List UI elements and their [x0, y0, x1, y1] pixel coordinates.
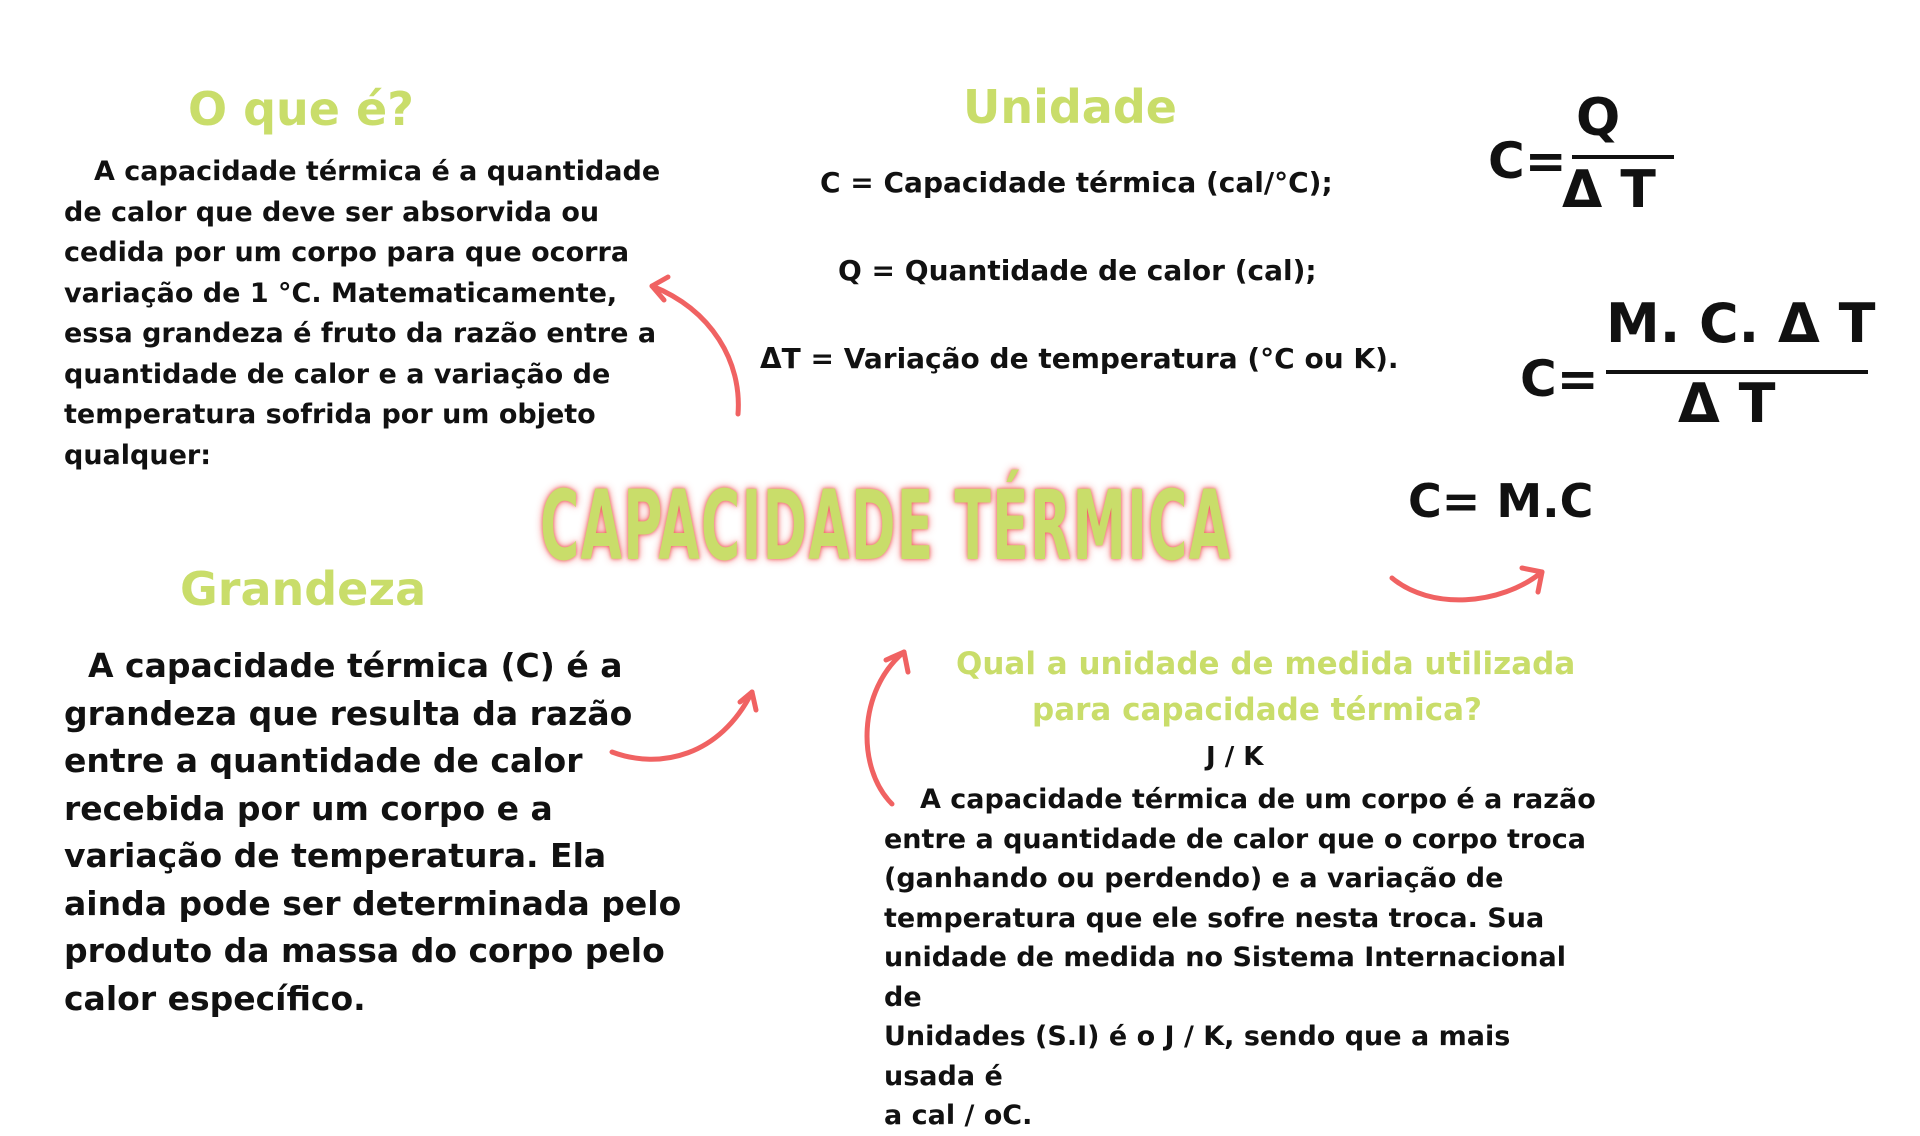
- o-que-e-heading: O que é?: [188, 82, 414, 136]
- formula-1-denominator: Δ T: [1562, 160, 1656, 220]
- main-title: CAPACIDADE TÉRMICA: [540, 470, 1232, 582]
- formula-2-denominator: Δ T: [1678, 372, 1776, 435]
- unidade-line-variacao: ΔT = Variação de temperatura (°C ou K).: [760, 342, 1399, 375]
- grandeza-text: A capacidade térmica (C) é a grandeza que resulta da razão entre a quantidade de calor recebida por um corpo e a variação de temperatura. Ela ainda pode ser determinada pelo produto da massa do corpo pelo calor específico.: [64, 646, 682, 1018]
- formula-1-lhs: C=: [1488, 132, 1567, 190]
- o-que-e-text: A capacidade térmica é a quantidade de calor que deve ser absorvida ou cedida por um corpo para que ocorra variação de 1 °C. Matematicamente, essa grandeza é fruto da razão entre a quantidade de calor e a variação de temperatura sofrida por um objeto qualquer:: [64, 156, 661, 471]
- formula-3: C= M.C: [1408, 474, 1594, 528]
- formula-2-lhs: C=: [1520, 350, 1599, 408]
- unidade-line-capacidade: C = Capacidade térmica (cal/°C);: [820, 166, 1333, 199]
- formula-1-numerator: Q: [1576, 88, 1621, 148]
- unidade-heading: Unidade: [963, 80, 1177, 134]
- grandeza-heading: Grandeza: [180, 562, 427, 616]
- qual-unidade-question-line-2: para capacidade térmica?: [1032, 692, 1482, 728]
- qual-unidade-text: A capacidade térmica de um corpo é a razão entre a quantidade de calor que o corpo troca (ganhando ou perdendo) e a variação de temperatura que ele sofre nesta troca. Sua unidade de medida no Sistema Internacional de Unidades (S.I) é o J / K, sendo que a mais usada é a cal / oC.: [884, 784, 1596, 1131]
- qual-unidade-unit: J / K: [1206, 742, 1264, 772]
- qual-unidade-question-line-1: Qual a unidade de medida utilizada: [956, 646, 1576, 682]
- unidade-line-quantidade: Q = Quantidade de calor (cal);: [838, 254, 1317, 287]
- formula-2-numerator: M. C. Δ T: [1606, 292, 1876, 355]
